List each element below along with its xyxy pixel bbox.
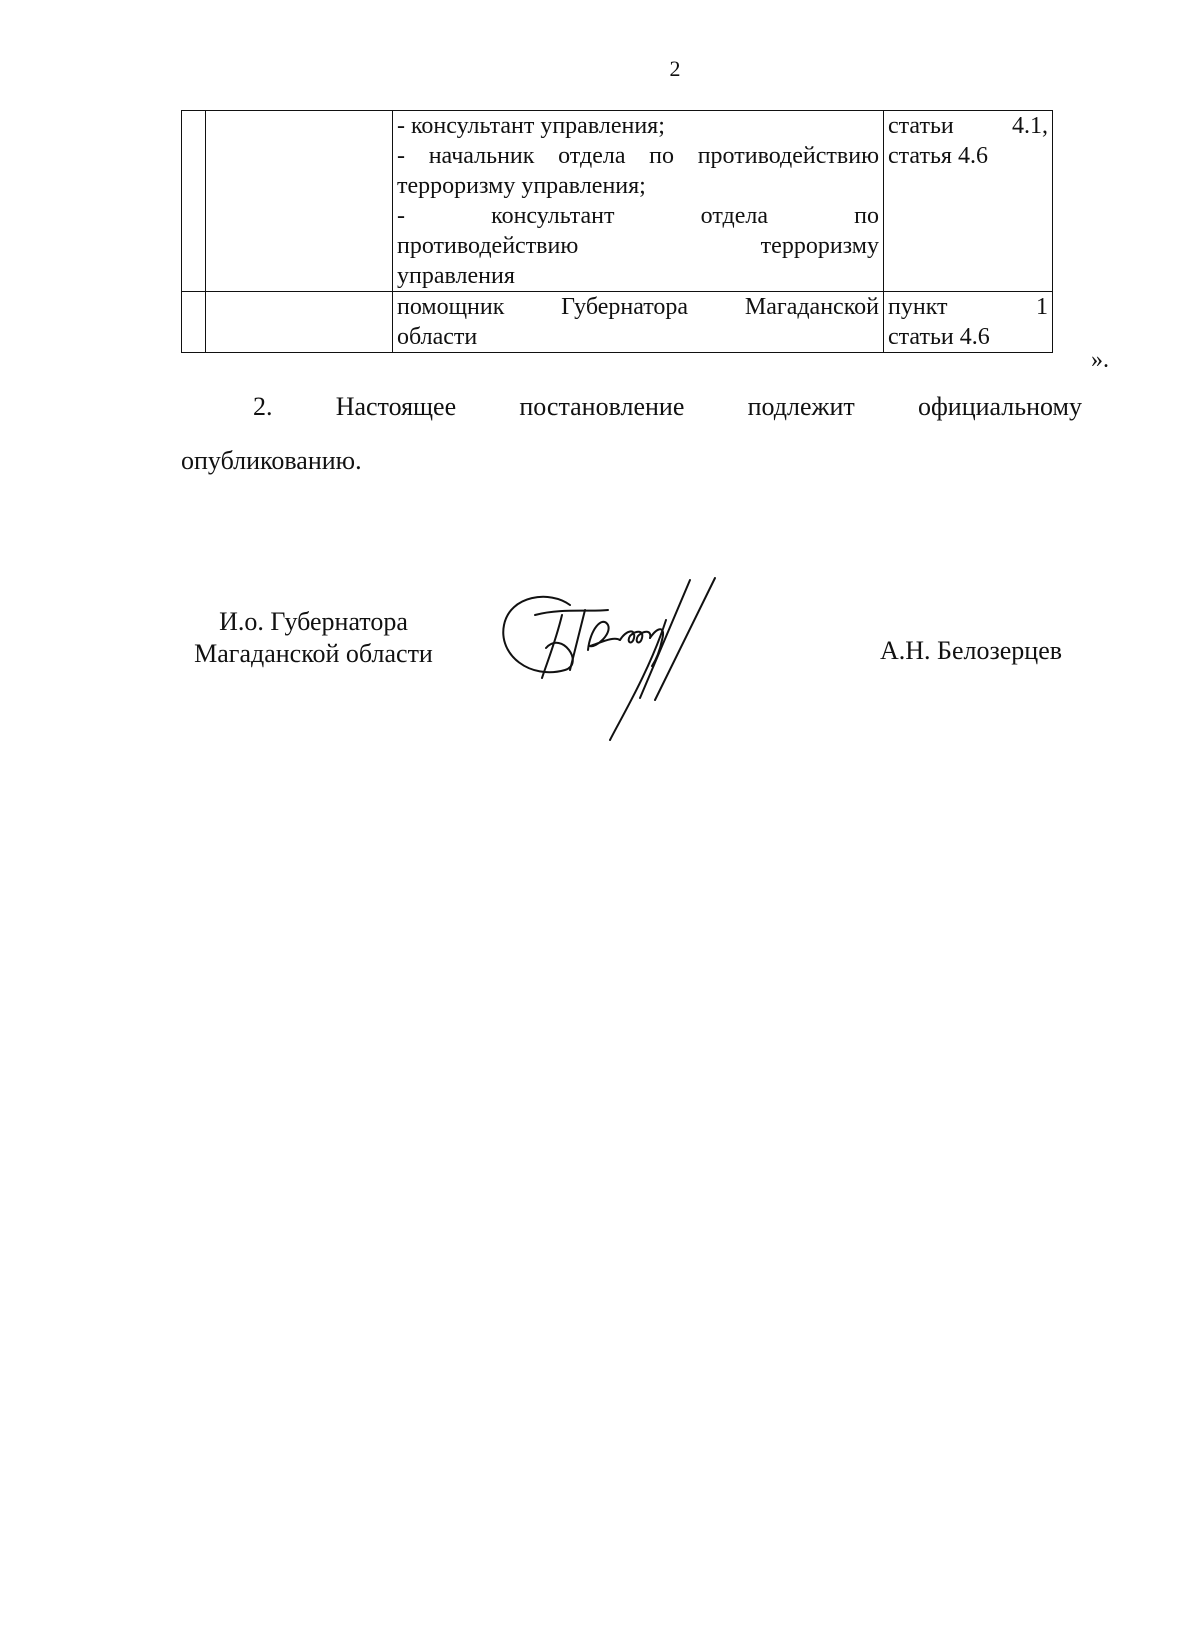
article-line: пункт 1 xyxy=(888,294,1048,320)
paragraph-2-line-2: опубликованию. xyxy=(181,446,362,475)
signatory-name: А.Н. Белозерцев xyxy=(880,636,1063,665)
positions-table xyxy=(181,110,1053,353)
signatory-title-line: И.о. Губернатора xyxy=(219,607,408,636)
table-cell-positions xyxy=(393,292,884,353)
signatory-title-line: Магаданской области xyxy=(194,639,433,668)
table-row xyxy=(182,111,1053,292)
page-number: 2 xyxy=(669,56,681,81)
position-line: помощник Губернатора Магаданской xyxy=(397,294,879,320)
article-line: статьи 4.1, xyxy=(888,113,1048,139)
position-line: области xyxy=(397,324,478,350)
table-cell-articles xyxy=(884,292,1053,353)
position-line: - консультант отдела по xyxy=(397,203,879,229)
handwritten-signature xyxy=(490,570,770,750)
article-line: статьи 4.6 xyxy=(888,324,990,350)
table-row xyxy=(182,292,1053,353)
article-line: статья 4.6 xyxy=(888,143,988,169)
position-line: противодействию терроризму xyxy=(397,233,879,259)
table-cell-empty xyxy=(206,292,393,353)
closing-quote: ». xyxy=(1091,347,1109,373)
position-line: терроризму управления; xyxy=(397,173,646,199)
table-cell-empty xyxy=(182,111,206,292)
table-cell-empty xyxy=(182,292,206,353)
position-line: - консультант управления; xyxy=(397,113,665,139)
table-cell-empty xyxy=(206,111,393,292)
signatory-title xyxy=(181,606,446,670)
table-cell-positions xyxy=(393,111,884,292)
position-line: - начальник отдела по противодействию xyxy=(397,143,879,169)
table-cell-articles xyxy=(884,111,1053,292)
paragraph-2-line-1: 2. Настоящее постановление подлежит официальному xyxy=(253,392,1082,421)
position-line: управления xyxy=(397,263,515,289)
